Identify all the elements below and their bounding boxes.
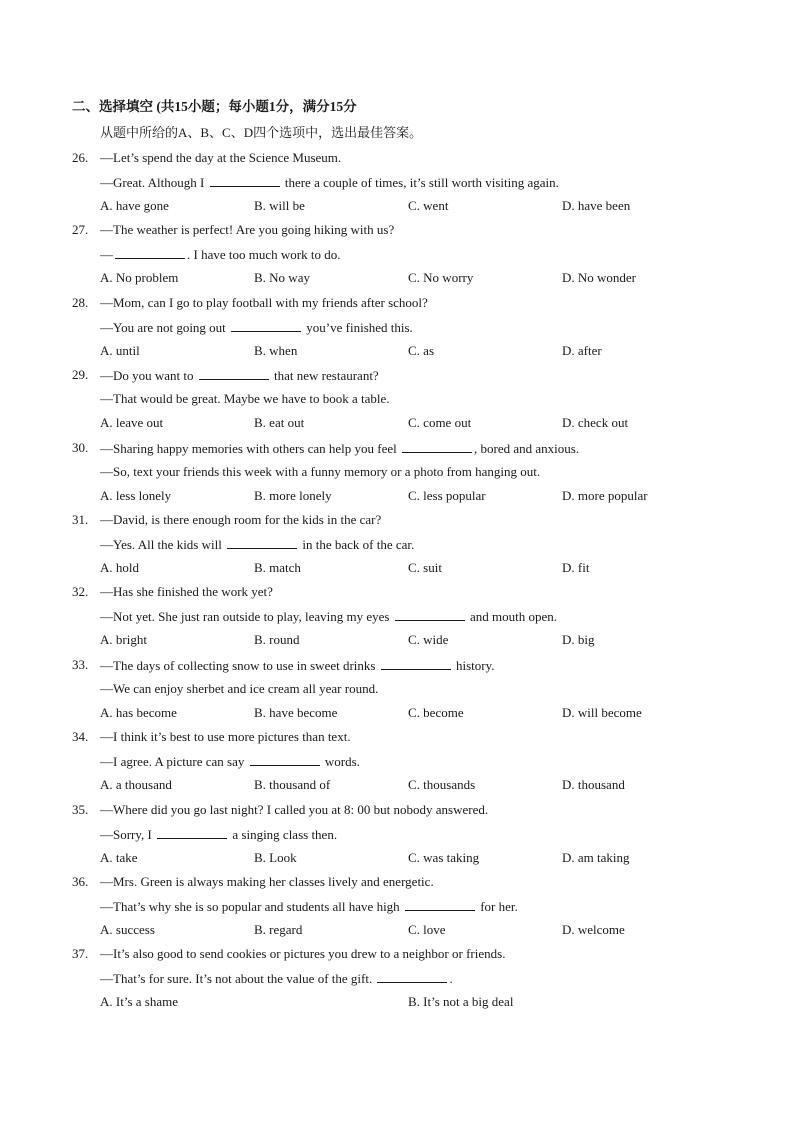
question-34 <box>0 725 794 797</box>
question-number: 28. <box>72 294 89 310</box>
option-c[interactable]: C. less popular <box>408 487 486 503</box>
option-b[interactable]: B. It’s not a big deal <box>408 994 514 1010</box>
option-b[interactable]: B. will be <box>254 198 305 213</box>
section-title: 二、选择填空 (共15小题；每小题1分，满分15分 <box>72 99 357 114</box>
option-d[interactable]: D. check out <box>562 415 629 431</box>
question-36 <box>0 870 794 942</box>
option-a[interactable]: A. have gone <box>100 198 169 213</box>
answer-blank[interactable] <box>402 440 472 453</box>
question-line-1: —Do you want to that new restaurant? <box>100 368 379 384</box>
option-d[interactable]: D. after <box>562 342 602 358</box>
option-c[interactable]: C. No worry <box>408 270 474 286</box>
option-a[interactable]: A. hold <box>100 559 139 575</box>
option-b[interactable]: B. eat out <box>254 415 305 431</box>
answer-options <box>100 922 740 940</box>
option-a[interactable]: A. No problem <box>100 270 179 286</box>
option-c[interactable]: C. thousands <box>408 777 476 793</box>
question-line-2: —Not yet. She just ran outside to play, leaving my eyes and mouth open. <box>100 609 557 625</box>
option-b[interactable]: B. match <box>254 559 301 575</box>
question-28 <box>0 291 794 363</box>
answer-blank[interactable] <box>210 174 280 187</box>
question-line-2: —Yes. All the kids will in the back of the car. <box>100 536 415 552</box>
section-instruction: 从题中所给的A、B、C、D四个选项中，选出最佳答案。 <box>100 125 423 140</box>
option-a[interactable]: A. bright <box>100 632 147 648</box>
answer-blank[interactable] <box>157 826 227 839</box>
option-d[interactable]: D. welcome <box>562 921 625 937</box>
answer-options <box>100 777 740 795</box>
question-number: 29. <box>72 367 89 383</box>
option-a[interactable]: A. has become <box>100 704 177 720</box>
answer-blank[interactable] <box>199 367 269 380</box>
option-a[interactable]: A. a thousand <box>100 777 172 793</box>
answer-blank[interactable] <box>227 536 297 549</box>
answer-blank[interactable] <box>115 246 185 259</box>
question-line-1: —Mom, can I go to play football with my friends after school? <box>100 294 428 310</box>
question-number: 36. <box>72 873 89 889</box>
answer-options <box>100 632 740 650</box>
question-line-2: —So, text your friends this week with a funny memory or a photo from hanging out. <box>100 463 541 479</box>
question-line-1: —Has she finished the work yet? <box>100 584 273 600</box>
option-d[interactable]: D. No wonder <box>562 270 637 286</box>
option-b[interactable]: B. No way <box>254 270 310 286</box>
question-line-1: —Mrs. Green is always making her classes lively and energetic. <box>100 873 434 889</box>
option-c[interactable]: C. went <box>408 198 449 213</box>
option-c[interactable]: C. love <box>408 921 446 937</box>
option-b[interactable]: B. Look <box>254 849 297 865</box>
option-a[interactable]: A. It’s a shame <box>100 994 178 1010</box>
question-number: 26. <box>72 150 89 165</box>
question-line-2: —That would be great. Maybe we have to book a table. <box>100 391 390 407</box>
option-b[interactable]: B. regard <box>254 921 303 937</box>
option-c[interactable]: C. come out <box>408 415 472 431</box>
option-c[interactable]: C. wide <box>408 632 449 648</box>
option-b[interactable]: B. more lonely <box>254 487 332 503</box>
question-line-1: —The weather is perfect! Are you going hiking with us? <box>100 222 395 238</box>
question-number: 27. <box>72 222 89 238</box>
answer-blank[interactable] <box>231 319 301 332</box>
answer-blank[interactable] <box>250 753 320 766</box>
option-d[interactable]: D. fit <box>562 559 590 575</box>
question-number: 32. <box>72 584 89 600</box>
question-number: 34. <box>72 729 89 745</box>
option-c[interactable]: C. suit <box>408 559 442 575</box>
question-number: 35. <box>72 801 89 817</box>
question-37 <box>0 942 794 1014</box>
option-d[interactable]: D. am taking <box>562 849 630 865</box>
option-a[interactable]: A. success <box>100 921 155 937</box>
question-line-1: —Where did you go last night? I called you at 8: 00 but nobody answered. <box>100 801 489 817</box>
answer-blank[interactable] <box>405 898 475 911</box>
answer-options <box>100 270 740 288</box>
question-line-1: —The days of collecting snow to use in sweet drinks history. <box>100 657 495 673</box>
answer-options <box>100 560 740 578</box>
question-line-2: —Great. Although I there a couple of times, it’s still worth visiting again. <box>100 175 559 190</box>
question-line-1: —David, is there enough room for the kids in the car? <box>100 511 382 527</box>
question-line-2: —That’s why she is so popular and students all have high for her. <box>100 898 518 914</box>
option-d[interactable]: D. thousand <box>562 777 625 793</box>
question-32 <box>0 580 794 652</box>
answer-options <box>100 705 740 723</box>
option-c[interactable]: C. was taking <box>408 849 480 865</box>
question-27 <box>0 218 794 290</box>
option-b[interactable]: B. round <box>254 632 300 648</box>
question-line-2: —Sorry, I a singing class then. <box>100 826 338 842</box>
answer-options <box>100 488 740 506</box>
question-30 <box>0 436 794 508</box>
option-b[interactable]: B. thousand of <box>254 777 331 793</box>
question-line-1: —Let’s spend the day at the Science Museum. <box>100 150 342 165</box>
option-b[interactable]: B. have become <box>254 704 338 720</box>
option-a[interactable]: A. less lonely <box>100 487 172 503</box>
question-35 <box>0 798 794 870</box>
question-line-2: —You are not going out you’ve finished this. <box>100 319 413 335</box>
option-c[interactable]: C. become <box>408 704 464 720</box>
question-31 <box>0 508 794 580</box>
answer-options <box>100 343 740 361</box>
option-d[interactable]: D. more popular <box>562 487 648 503</box>
question-number: 31. <box>72 511 89 527</box>
option-d[interactable]: D. big <box>562 632 595 648</box>
question-line-1: —Sharing happy memories with others can help you feel , bored and anxious. <box>100 440 580 456</box>
question-26 <box>0 146 794 218</box>
question-list <box>0 146 794 1015</box>
answer-options <box>100 850 740 868</box>
answer-options <box>100 415 740 433</box>
question-29 <box>0 363 794 435</box>
option-a[interactable]: A. take <box>100 849 138 865</box>
answer-options <box>100 198 740 216</box>
question-line-1: —It’s also good to send cookies or pictures you drew to a neighbor or friends. <box>100 946 506 962</box>
answer-blank[interactable] <box>377 970 447 983</box>
answer-blank[interactable] <box>395 608 465 621</box>
question-number: 33. <box>72 656 89 672</box>
answer-options <box>100 994 740 1012</box>
question-line-2: —That’s for sure. It’s not about the value of the gift. . <box>100 971 453 987</box>
question-line-1: —I think it’s best to use more pictures than text. <box>100 729 351 745</box>
option-c[interactable]: C. as <box>408 342 434 358</box>
question-number: 30. <box>72 439 89 455</box>
option-a[interactable]: A. leave out <box>100 415 164 431</box>
question-line-2: —I agree. A picture can say words. <box>100 754 360 770</box>
answer-blank[interactable] <box>381 657 451 670</box>
question-33 <box>0 653 794 725</box>
question-line-2: —We can enjoy sherbet and ice cream all year round. <box>100 680 379 696</box>
option-d[interactable]: D. have been <box>562 198 631 213</box>
option-a[interactable]: A. until <box>100 342 140 358</box>
question-line-2: — . I have too much work to do. <box>100 247 341 263</box>
option-d[interactable]: D. will become <box>562 704 642 720</box>
question-number: 37. <box>72 946 89 962</box>
option-b[interactable]: B. when <box>254 342 298 358</box>
